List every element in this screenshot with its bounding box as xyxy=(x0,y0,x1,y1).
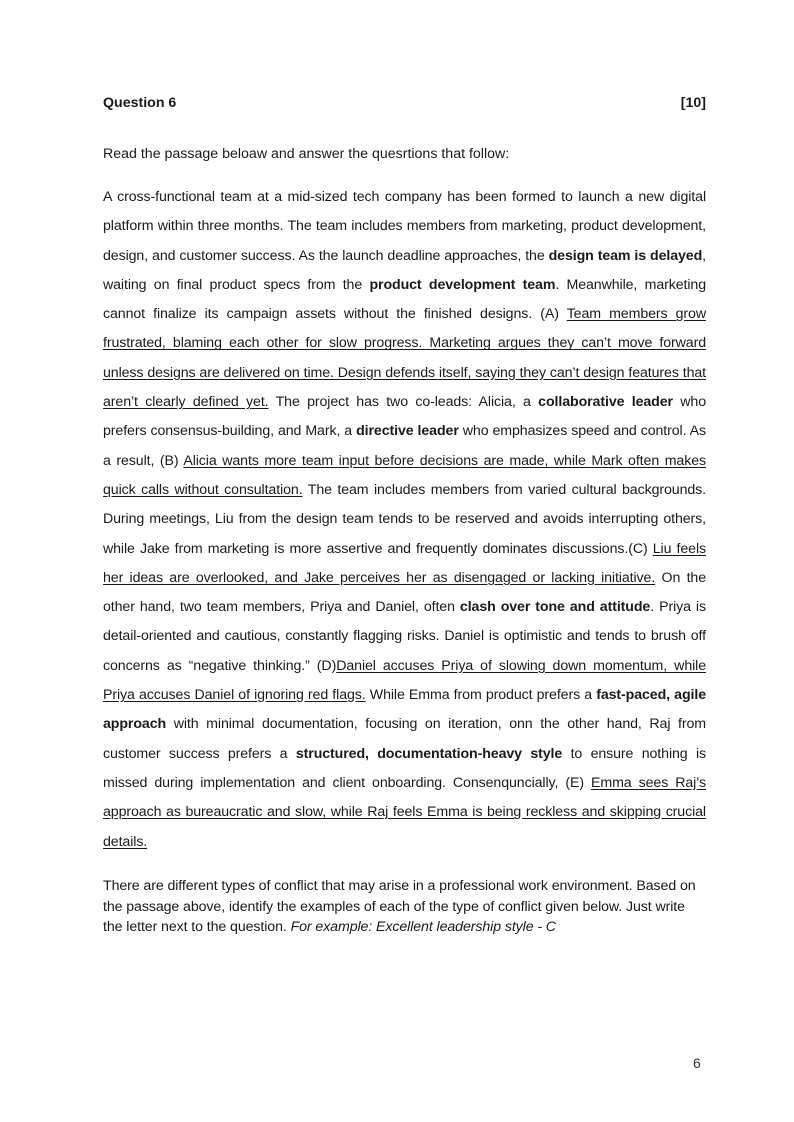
example-d-underlined: Daniel accuses Priya of slowing down momentum, while Priya accuses Daniel of ignoring red flags. xyxy=(103,657,706,704)
bold-phrase: structured, documentation-heavy style xyxy=(295,745,563,762)
passage-text: The project has two co-leads: Alicia, a xyxy=(268,394,539,411)
passage-text: who emphasizes speed and control. As a result, (B) xyxy=(103,423,707,469)
example-a-underlined: Team members grow frustrated, blaming each other for slow progress. Marketing argues they can’t move forward unless designs are delivered on time. Design defends itself, saying they can’t design features that aren’t clearly defined yet. xyxy=(103,306,706,411)
bold-phrase: fast-paced, agile approach xyxy=(103,687,706,733)
passage-text: The team includes members from varied cultural backgrounds. During meetings, Liu from the design team tends to be reserved and avoids interrupting others, while Jake from marketing is more assertive and frequently dominates discussions.(C) xyxy=(103,481,706,557)
instruction-text: Read the passage beloaw and answer the quesrtions that follow: xyxy=(103,146,510,162)
example-c-underlined: Liu feels her ideas are overlooked, and Jake perceives her as disengaged or lacking initiative. xyxy=(103,540,706,586)
passage-text: , waiting on final product specs from the xyxy=(103,247,706,293)
question-title: Question 6 xyxy=(103,95,177,111)
passage-text: A cross-functional team at a mid-sized tech company has been formed to launch a new digital platform within three months. The team includes members from marketing, product development, design, and customer success. As the launch deadline approaches, the xyxy=(103,189,706,264)
passage-text: . Meanwhile, marketing cannot finalize its campaign assets without the finished designs. (A) xyxy=(103,276,706,323)
passage-text: While Emma from product prefers a xyxy=(365,687,597,704)
task-text: There are different types of conflict that may arise in a professional work environment. Based on the passage above, identify the examples of each of the type of conflict given below. Just write the letter next to the question. xyxy=(103,878,696,935)
bold-phrase: product development team xyxy=(369,276,556,293)
passage-text: . Priya is detail-oriented and cautious, constantly flagging risks. Daniel is optimistic and tends to brush off concerns as “negative thinking.” (D) xyxy=(103,599,706,674)
example-e-underlined: Emma sees Raj’s approach as bureaucratic and slow, while Raj feels Emma is being reckless and skipping crucial details. xyxy=(103,774,707,850)
example-b-underlined: Alicia wants more team input before decisions are made, while Mark often makes quick calls without consultation. xyxy=(103,452,706,498)
passage-text: to ensure nothing is missed during implementation and client onboarding. Consenquncially, (E) xyxy=(103,745,706,791)
question-marks: [10] xyxy=(680,95,706,111)
passage xyxy=(103,183,706,857)
passage-text: On the other hand, two team members, Priya and Daniel, often xyxy=(103,569,706,616)
question-header xyxy=(103,95,706,115)
task-instructions xyxy=(103,876,706,938)
passage-text: who prefers consensus-building, and Mark, a xyxy=(103,394,707,440)
bold-phrase: design team is delayed xyxy=(548,247,703,264)
bold-phrase: directive leader xyxy=(356,423,459,440)
bold-phrase: collaborative leader xyxy=(538,394,673,411)
page-number: 6 xyxy=(693,1055,701,1071)
task-example: For example: Excellent leadership style - C xyxy=(290,919,556,935)
bold-phrase: clash over tone and attitude xyxy=(459,599,651,616)
passage-text: with minimal documentation, focusing on iteration, onn the other hand, Raj from customer success prefers a xyxy=(103,716,706,762)
